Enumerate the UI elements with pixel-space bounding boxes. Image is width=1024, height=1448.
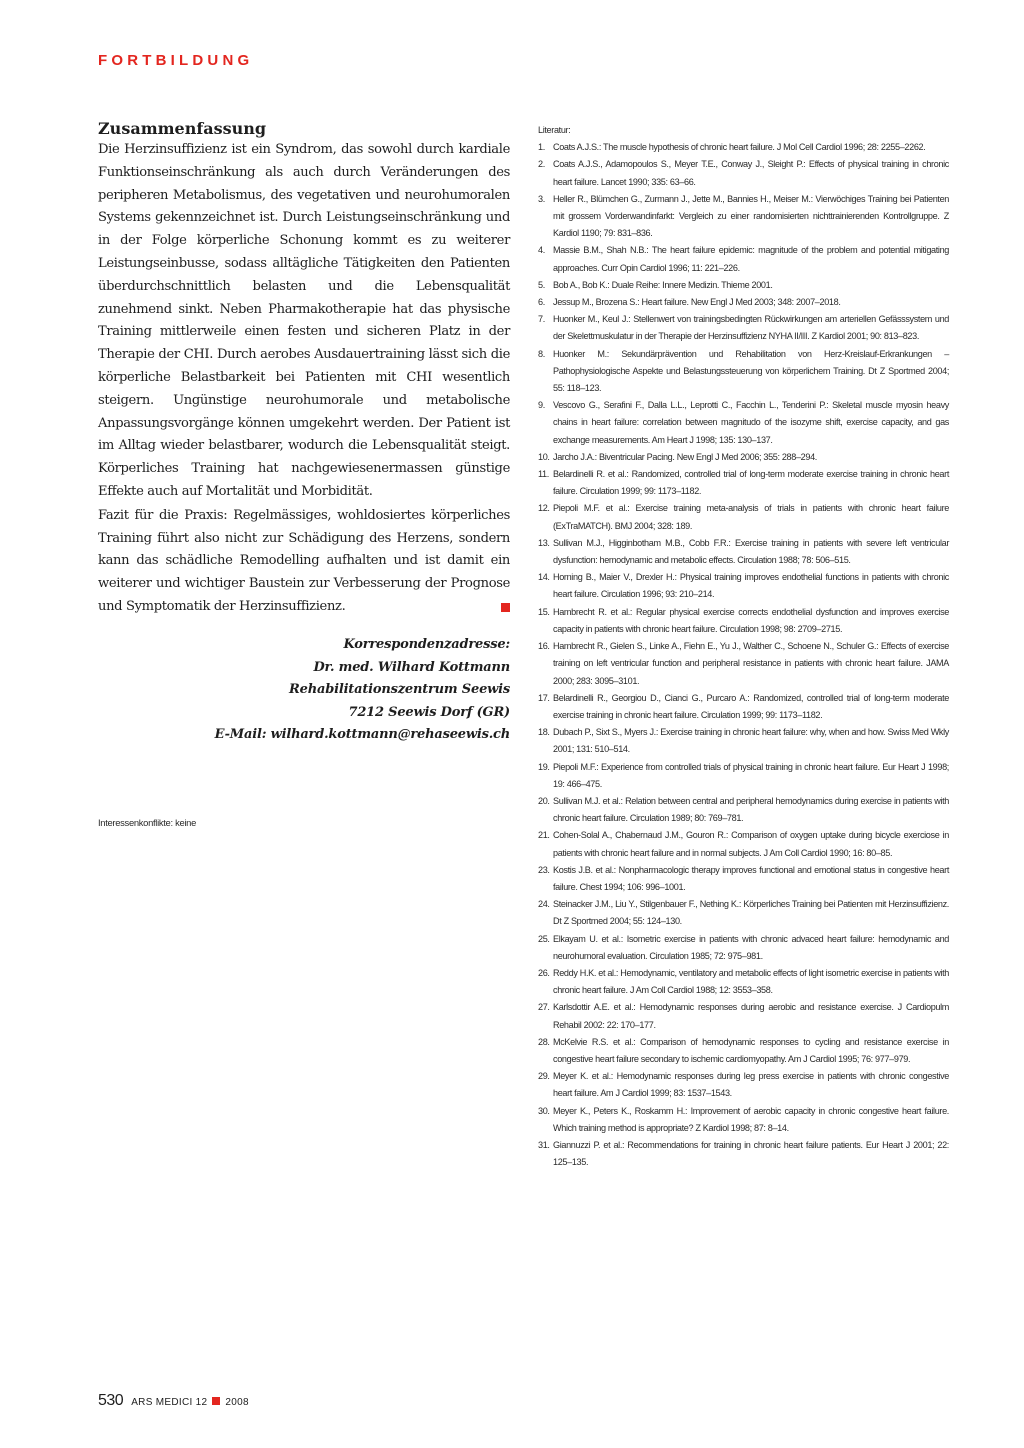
reference-number: 12. [538, 503, 550, 514]
institution: Rehabilitationszentrum Seewis [289, 682, 510, 698]
reference-item [538, 896, 949, 930]
reference-item [538, 500, 949, 534]
reference-item [538, 999, 949, 1033]
reference-number: 28. [538, 1036, 550, 1047]
summary-conclusion-text: Fazit für die Praxis: Regelmässiges, wohldosiertes körperliches Training führt also nicht zur Schädigung des Herzens, sondern kann das schädliche Remodelling aufhalten und ist damit ein weiterer und wichtiger Baustein zur Verbesserung der Prognose und Symptomatik der Herzinsuffizienz. [98, 507, 510, 614]
page-footer [98, 1392, 249, 1410]
references-section [538, 122, 949, 1171]
reference-number: 15. [538, 606, 550, 617]
reference-text: Huonker M., Keul J.: Stellenwert von trainingsbedingten Rückwirkungen am arteriellen Gefässsystem und der Skelettmuskulatur in der Therapie der Herzinsuffizienz NYHA II/III. Z Kardiol 2001; 90: 813–823. [553, 314, 949, 342]
reference-text: Massie B.M., Shah N.B.: The heart failure epidemic: magnitude of the problem and potential mitigating approaches. Curr Opin Cardiol 1996; 11: 221–226. [553, 245, 949, 273]
author-name: Dr. med. Wilhard Kottmann [313, 659, 510, 675]
end-square-icon [501, 603, 510, 612]
reference-text: Hambrecht R., Gielen S., Linke A., Fiehn E., Yu J., Walther C., Schoene N., Schuler G.: Effects of exercise training on left ventricular function and peripheral resistance in patients with chronic heart failure. JAMA 2000; 283: 3095–3101. [553, 641, 949, 686]
reference-item [538, 604, 949, 638]
reference-number: 27. [538, 1002, 550, 1013]
reference-item [538, 397, 949, 449]
reference-text: Steinacker J.M., Liu Y., Stilgenbauer F., Nething K.: Körperliches Training bei Patienten mit Herzinsuffizienz. Dt Z Sportmed 2004; 55: 124–130. [553, 899, 949, 927]
reference-text: Huonker M.: Sekundärprävention und Rehabilitation von Herz-Kreislauf-Erkrankungen – Pathophysiologische Aspekte und Belastungssteuerung von körperlichem Training. Dt Z Sportmed 2004; 55: 118–123. [553, 348, 949, 394]
reference-text: Jarcho J.A.: Biventricular Pacing. New Engl J Med 2006; 355: 288–294. [553, 451, 817, 462]
reference-number: 9. [538, 400, 545, 411]
reference-text: Piepoli M.F. et al.: Exercise training meta-analysis of trials in patients with chronic heart failure (ExTraMATCH). BMJ 2004; 328: 189. [553, 503, 949, 531]
references-title: Literatur: [538, 125, 571, 135]
summary-paragraph [98, 505, 510, 619]
reference-item [538, 191, 949, 243]
correspondence-address [98, 634, 510, 747]
section-label: FORTBILDUNG [98, 52, 254, 69]
correspondence-label: Korrespondenzadresse: [343, 637, 510, 652]
email-address: E-Mail: wilhard.kottmann@rehaseewis.ch [214, 727, 510, 743]
footer-square-icon [212, 1397, 220, 1405]
reference-number: 18. [538, 727, 550, 738]
conflicts-of-interest: Interessenkonflikte: keine [98, 817, 196, 828]
reference-item [538, 965, 949, 999]
summary-section [98, 119, 510, 619]
reference-text: Cohen-Solal A., Chabernaud J.M., Gouron R.: Comparison of oxygen uptake during bicycle exerciose in patients with chronic heart failure and in normal subjects. J Am Coll Cardiol 1990; 16: 80–85. [553, 830, 949, 858]
reference-number: 6. [538, 297, 545, 308]
reference-item [538, 242, 949, 276]
reference-text: Kostis J.B. et al.: Nonpharmacologic therapy improves functional and emotional status in congestive heart failure. Chest 1994; 106: 996–1001. [553, 864, 949, 892]
reference-item [538, 1103, 949, 1137]
reference-text: Reddy H.K. et al.: Hemodynamic, ventilatory and metabolic effects of light isometric exercise in patients with chronic heart failure. J Am Coll Cardiol 1988; 12: 3553–358. [553, 967, 949, 996]
reference-number: 16. [538, 641, 550, 652]
reference-item [538, 638, 949, 690]
reference-number: 1. [538, 142, 545, 153]
page-number: 530 [98, 1392, 124, 1409]
reference-item [538, 1034, 949, 1068]
reference-item [538, 277, 949, 294]
reference-item [538, 931, 949, 965]
reference-number: 25. [538, 933, 550, 944]
reference-item [538, 569, 949, 603]
reference-number: 3. [538, 193, 545, 204]
reference-number: 13. [538, 537, 550, 548]
reference-number: 8. [538, 348, 545, 359]
reference-number: 30. [538, 1105, 550, 1116]
summary-heading: Zusammenfassung [98, 119, 267, 138]
reference-item [538, 346, 949, 398]
reference-text: Jessup M., Brozena S.: Heart failure. New Engl J Med 2003; 348: 2007–2018. [553, 297, 841, 308]
reference-text: Sullivan M.J., Higginbotham M.B., Cobb F.R.: Exercise training in patients with severe left ventricular dysfunction: hemodynamic and metabolic effects. Circulation 1988; 78: 506–515. [553, 537, 949, 566]
reference-number: 23. [538, 864, 550, 875]
reference-text: Hambrecht R. et al.: Regular physical exercise corrects endothelial dysfunction and improves exercise capacity in patients with chronic heart failure. Circulation 1998; 98: 2709–2715. [553, 606, 949, 634]
reference-text: Coats A.J.S.: The muscle hypothesis of chronic heart failure. J Mol Cell Cardiol 1996; 28: 2255–2262. [553, 142, 926, 153]
reference-item [538, 862, 949, 896]
reference-item [538, 311, 949, 345]
journal-year: 2008 [225, 1397, 249, 1408]
reference-text: Sullivan M.J. et al.: Relation between central and peripheral hemodynamics during exercise in patients with chronic heart failure. Circulation 1989; 80: 769–781. [553, 795, 949, 824]
reference-item [538, 466, 949, 500]
reference-text: Heller R., Blümchen G., Zurmann J., Jette M., Bannies H., Meiser M.: Vierwöchiges Training bei Patienten mit grossem Vorderwandinfarkt: Vergleich zu einer randomisierten nichttrainierenden Kontrollgruppe. Z Kardiol 1190; 79: 831–836. [553, 193, 949, 239]
reference-text: Elkayam U. et al.: Isometric exercise in patients with chronic advaced heart failure: hemodynamic and neurohumoral evaluation. Circulation 1985; 72: 975–981. [553, 933, 949, 961]
reference-item [538, 1068, 949, 1102]
reference-item [538, 690, 949, 724]
reference-number: 4. [538, 245, 545, 256]
reference-number: 31. [538, 1139, 550, 1150]
reference-item [538, 827, 949, 861]
reference-number: 26. [538, 967, 550, 978]
reference-text: Piepoli M.F.: Experience from controlled trials of physical training in chronic heart failure. Eur Heart J 1998; 19: 466–475. [553, 761, 949, 789]
reference-text: Horning B., Maier V., Drexler H.: Physical training improves endothelial functions in patients with chronic heart failure. Circulation 1996; 93: 210–214. [553, 572, 949, 600]
reference-text: McKelvie R.S. et al.: Comparison of hemodynamic responses to cycling and resistance exercise in congestive heart failure secondary to ischemic cardiomyopathy. Am J Cardiol 1995; 76: 977–979. [553, 1036, 949, 1064]
reference-text: Coats A.J.S., Adamopoulos S., Meyer T.E., Conway J., Sleight P.: Effects of physical training in chronic heart failure. Lancet 1990; 335: 63–66. [553, 159, 949, 187]
reference-text: Meyer K. et al.: Hemodynamic responses during leg press exercise in patients with chronic congestive heart failure. Am J Cardiol 1999; 83: 1537–1543. [553, 1071, 949, 1099]
reference-item [538, 294, 949, 311]
reference-text: Belardinelli R. et al.: Randomized, controlled trial of long-term moderate exercise training in chronic heart failure. Circulation 1999; 99: 1173–1182. [553, 469, 949, 497]
reference-item [538, 759, 949, 793]
reference-text: Giannuzzi P. et al.: Recommendations for training in chronic heart failure patients. Eur Heart J 2001; 22: 125–135. [553, 1139, 949, 1168]
reference-item [538, 139, 949, 156]
reference-item [538, 724, 949, 758]
reference-number: 5. [538, 279, 545, 290]
reference-text: Vescovo G., Serafini F., Dalla L.L., Leprotti C., Facchin L., Tenderini P.: Skeletal muscle myosin heavy chains in heart failure: correlation between magnitudo of the isozyme shift, exercise capacity, and gas exchange measurements. Am Heart J 1998; 135: 130–137. [553, 400, 949, 445]
reference-number: 20. [538, 795, 550, 806]
reference-number: 11. [538, 469, 549, 480]
summary-paragraph: Die Herzinsuffizienz ist ein Syndrom, das sowohl durch kardiale Funktionseinschränkung als auch durch Veränderungen des peripheren Metabolismus, des vegetativen und neurohumoralen Systems gekennzeichnet ist. Durch Leistungseinschränkung und in der Folge körperliche Schonung kommt es zu weiterer Leistungseinbusse, sodass alltägliche Tätigkeiten den Patienten überdurchschnittlich belasten und die Lebensqualität zunehmend sinkt. Neben Pharmakotherapie hat das physische Training mittlerweile einen festen und sicheren Platz in der Therapie der CHI. Durch aerobes Ausdauertraining lässt sich die körperliche Belastbarkeit bei Patienten mit CHI wesentlich steigern. Ungünstige neurohumorale und metabolische Anpassungsvorgänge können umgekehrt werden. Der Patient ist im Alltag wieder belastbarer, wodurch die Lebensqualität steigt. Körperliches Training hat nachgewiesenermassen günstige Effekte auch auf Mortalität und Morbidität. [98, 142, 510, 499]
reference-number: 29. [538, 1071, 550, 1082]
reference-number: 19. [538, 761, 550, 772]
reference-text: Belardinelli R., Georgiou D., Cianci G., Purcaro A.: Randomized, controlled trial of long-term moderate exercise training in chronic heart failure. Circulation 1999; 99: 1173–1182. [553, 692, 949, 720]
references-list [538, 139, 949, 1171]
reference-item [538, 156, 949, 190]
postal-address: 7212 Seewis Dorf (GR) [348, 704, 510, 720]
reference-text: Bob A., Bob K.: Duale Reihe: Innere Medizin. Thieme 2001. [553, 279, 773, 290]
reference-item [538, 449, 949, 466]
reference-number: 7. [538, 314, 545, 325]
reference-number: 14. [538, 572, 550, 583]
reference-item [538, 535, 949, 569]
summary-body [98, 139, 510, 619]
reference-text: Dubach P., Sixt S., Myers J.: Exercise training in chronic heart failure: why, when and how. Swiss Med Wkly 2001; 131: 510–514. [553, 727, 949, 755]
reference-number: 2. [538, 159, 545, 170]
journal-name: ARS MEDICI 12 [131, 1397, 208, 1408]
reference-item [538, 793, 949, 827]
reference-item [538, 1137, 949, 1171]
reference-number: 17. [538, 692, 550, 703]
reference-number: 24. [538, 899, 550, 910]
reference-number: 21. [538, 830, 550, 841]
reference-number: 10. [538, 451, 550, 462]
reference-text: Karlsdottir A.E. et al.: Hemodynamic responses during aerobic and resistance exercise. J Cardiopulm Rehabil 2002: 22: 170–177. [553, 1002, 949, 1030]
reference-text: Meyer K., Peters K., Roskamm H.: Improvement of aerobic capacity in chronic congestive heart failure. Which training method is appropriate? Z Kardiol 1998; 87: 8–14. [553, 1105, 949, 1133]
